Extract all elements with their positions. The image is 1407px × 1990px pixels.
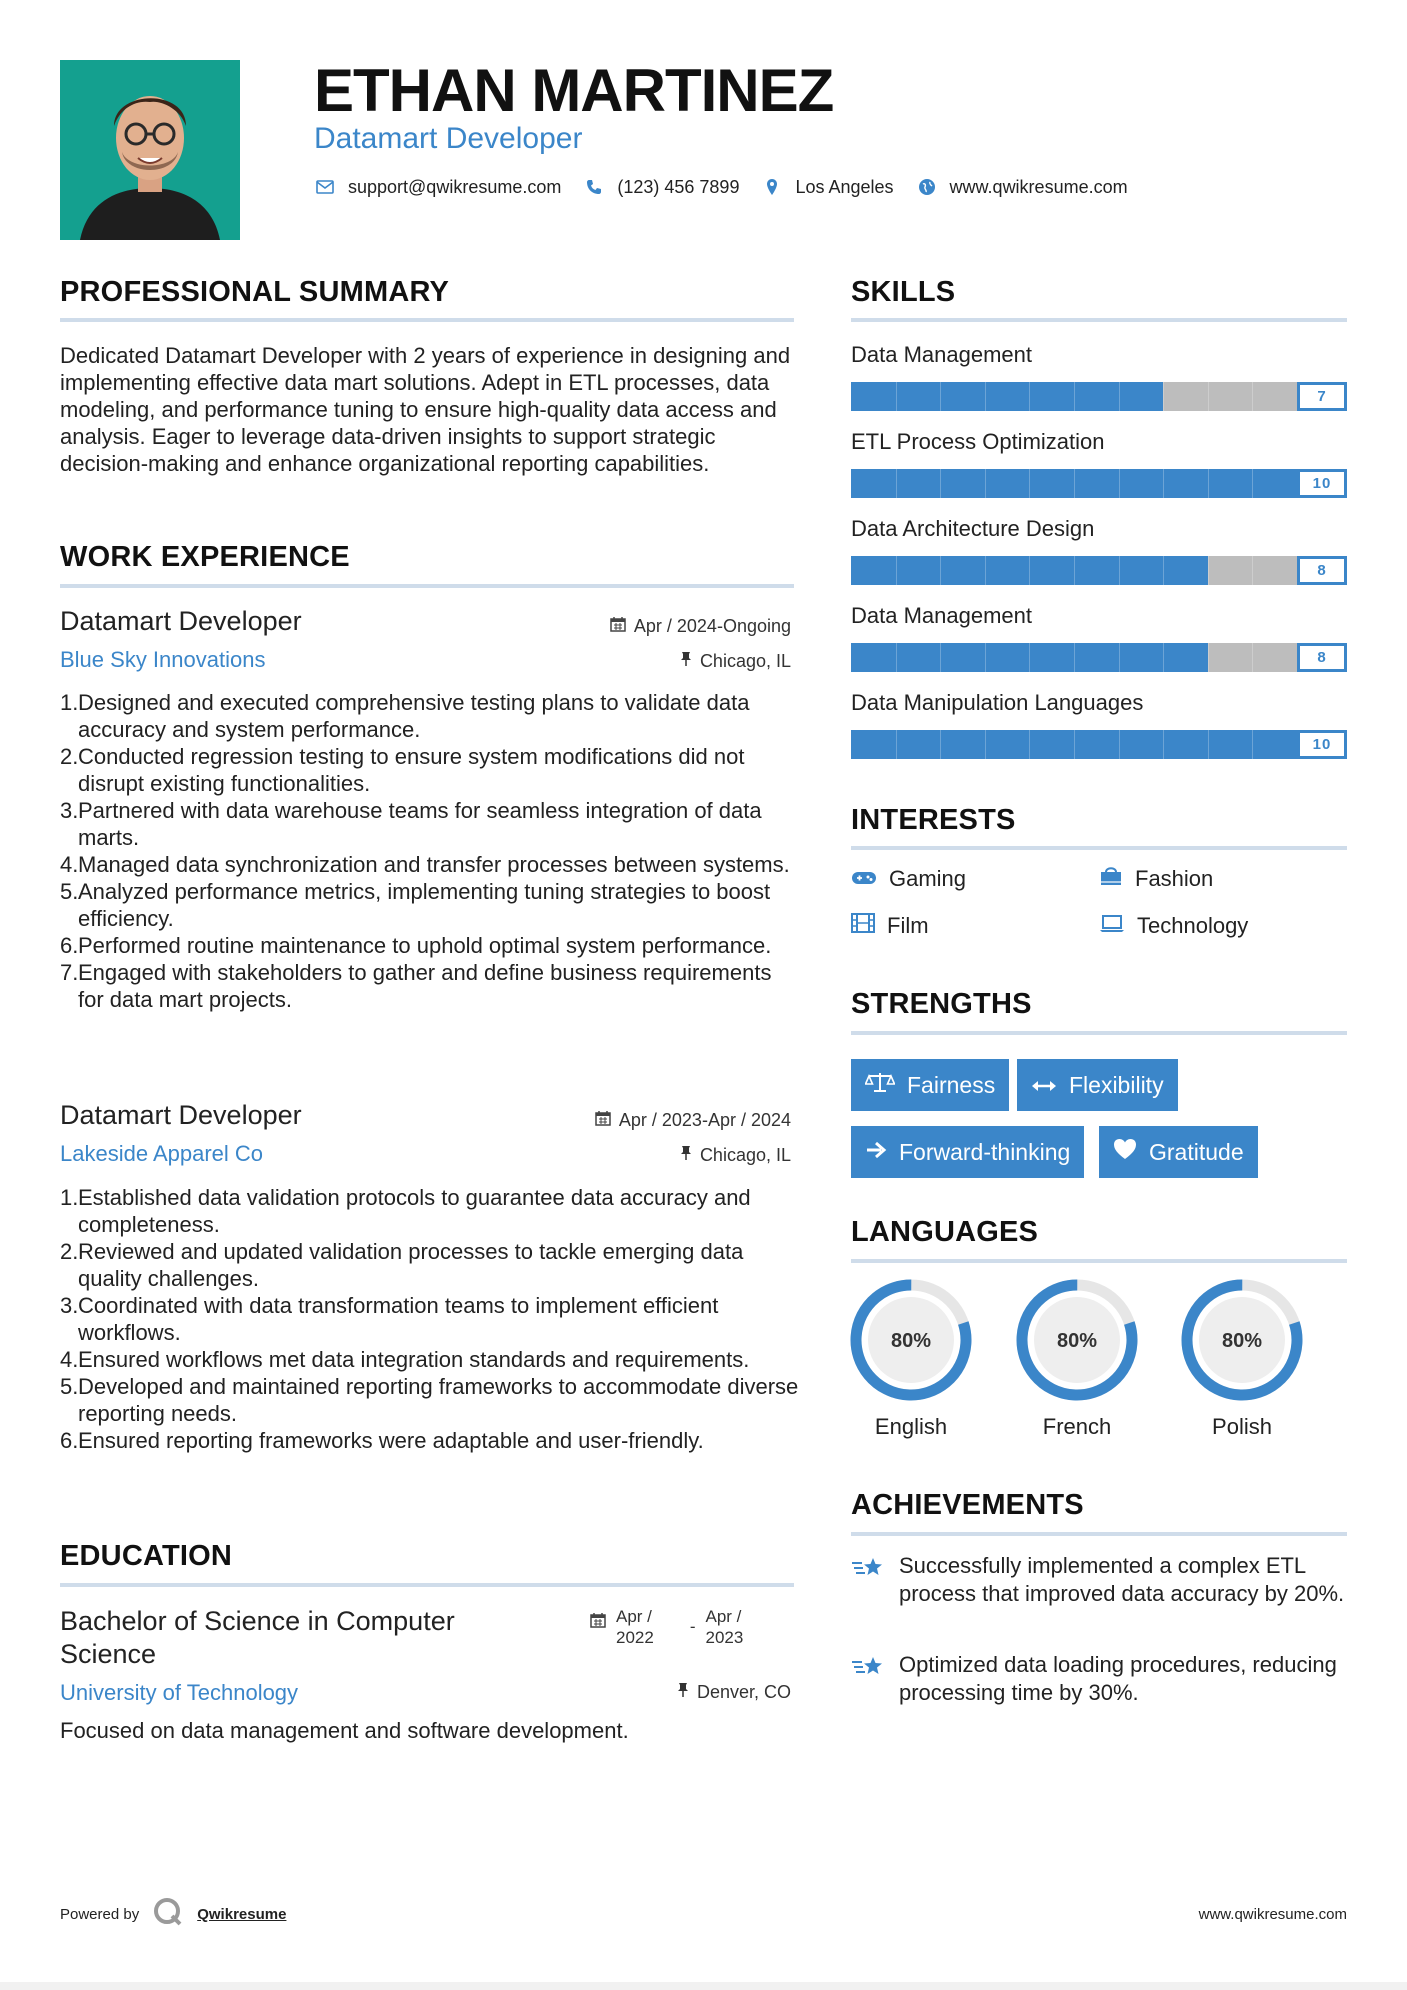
- job-location-text: Chicago, IL: [699, 651, 791, 671]
- pushpin-icon: [680, 651, 692, 672]
- education-end: Apr / 2023: [705, 1607, 744, 1647]
- interest-item: [851, 866, 966, 892]
- skill-bar-segment: [1074, 382, 1075, 411]
- interest-label: Technology: [1137, 913, 1249, 938]
- skill-bar-segment: [1074, 469, 1075, 498]
- section-heading-work: WORK EXPERIENCE: [60, 541, 350, 573]
- skill-score: 10: [1297, 730, 1347, 759]
- section-heading-achievements: ACHIEVEMENTS: [851, 1489, 1084, 1521]
- skill-bar-segment: [1163, 643, 1164, 672]
- strength-label: Gratitude: [1149, 1138, 1244, 1165]
- job-dates: [595, 1110, 791, 1131]
- qwikresume-logo-icon: [153, 1897, 183, 1931]
- skill-bar-segment: [1119, 643, 1120, 672]
- skill-bar-segment: [940, 469, 941, 498]
- skill-score: 10: [1297, 469, 1347, 498]
- arrow-right-icon: [865, 1139, 887, 1166]
- list-item: 3. Partnered with data warehouse teams for seamless integration of data marts.: [60, 798, 762, 850]
- heart-icon: [1113, 1138, 1137, 1166]
- skill-bar-segment: [896, 382, 897, 411]
- skill-bar-segment: [1029, 556, 1030, 585]
- job-bullets: [60, 689, 800, 1013]
- footer-website[interactable]: www.qwikresume.com: [1198, 1906, 1347, 1923]
- skill-bar-fill: [851, 730, 1347, 759]
- skill-bar-segment: [1119, 556, 1120, 585]
- strength-label: Flexibility: [1069, 1071, 1164, 1098]
- skill-bar-segment: [940, 730, 941, 759]
- profile-photo: [60, 60, 240, 240]
- skill-label: Data Manipulation Languages: [851, 690, 1144, 715]
- skill-bar-segment: [1252, 469, 1253, 498]
- language-ring: [849, 1278, 973, 1402]
- gamepad-icon: [851, 866, 877, 892]
- skill-bar-segment: [896, 469, 897, 498]
- job-company: Blue Sky Innovations: [60, 647, 266, 672]
- film-icon: [851, 913, 875, 939]
- skill-bar-segment: [1029, 730, 1030, 759]
- skill-score: 8: [1297, 643, 1347, 672]
- job-title: Datamart Developer: [60, 1100, 302, 1130]
- section-divider: [60, 1583, 794, 1587]
- achievement-item: [851, 1552, 1351, 1608]
- language-ring: [1180, 1278, 1304, 1402]
- section-divider: [851, 1532, 1347, 1536]
- pushpin-icon: [677, 1682, 689, 1703]
- skill-bar-segment: [1119, 469, 1120, 498]
- language-item: [1015, 1278, 1139, 1407]
- language-percent: 80%: [1056, 1330, 1098, 1352]
- list-item: 1. Designed and executed comprehensive testing plans to validate data accuracy and system performance.: [60, 690, 750, 742]
- section-heading-interests: INTERESTS: [851, 804, 1016, 836]
- skill-bar-segment: [985, 382, 986, 411]
- strength-badge: [851, 1126, 1084, 1178]
- skill-bar-segment: [985, 469, 986, 498]
- skill-bar: [851, 643, 1347, 672]
- list-item: 1. Established data validation protocols to guarantee data accuracy and completeness.: [60, 1185, 751, 1237]
- contact-website[interactable]: [916, 176, 1128, 198]
- list-item: 5. Developed and maintained reporting frameworks to accommodate diverse reporting needs.: [60, 1374, 799, 1426]
- school-name: University of Technology: [60, 1680, 299, 1705]
- skill-bar-segment: [1074, 730, 1075, 759]
- skill-bar-segment: [1208, 643, 1209, 672]
- language-item: [849, 1278, 973, 1407]
- skill-bar-segment: [1029, 382, 1030, 411]
- candidate-name: ETHAN MARTINEZ: [314, 57, 834, 124]
- calendar-icon: [610, 616, 626, 637]
- skill-bar-segment: [1163, 730, 1164, 759]
- list-item: 5. Analyzed performance metrics, implementing tuning strategies to boost efficiency.: [60, 879, 771, 931]
- section-divider: [851, 846, 1347, 850]
- skill-label: Data Architecture Design: [851, 516, 1095, 541]
- skill-bar-segment: [896, 556, 897, 585]
- job-location: [680, 651, 791, 672]
- education-location: [677, 1682, 791, 1703]
- skill-bar-segment: [1208, 469, 1209, 498]
- skill-label: Data Management: [851, 342, 1032, 367]
- skill-bar-segment: [1208, 556, 1209, 585]
- language-item: [1180, 1278, 1304, 1407]
- job-location: [680, 1145, 791, 1166]
- section-heading-languages: LANGUAGES: [851, 1216, 1039, 1248]
- skill-bar: [851, 730, 1347, 759]
- phone-text: (123) 456 7899: [617, 176, 740, 197]
- skill-bar-segment: [1029, 469, 1030, 498]
- skill-bar-segment: [1252, 643, 1253, 672]
- skill-bar-segment: [1119, 730, 1120, 759]
- section-divider: [851, 318, 1347, 322]
- job-dates-text: Apr / 2023-Apr / 2024: [618, 1110, 791, 1130]
- degree-title: Bachelor of Science in Computer Science: [60, 1606, 455, 1669]
- education-dates: [590, 1606, 743, 1648]
- skill-bar-segment: [940, 556, 941, 585]
- shopping-bag-icon: [1099, 866, 1123, 892]
- contact-location: [761, 176, 893, 198]
- skill-bar-segment: [1252, 556, 1253, 585]
- page-bottom-strip: [0, 1982, 1407, 1990]
- calendar-icon: [595, 1110, 611, 1131]
- skill-bar-segment: [1252, 382, 1253, 411]
- section-divider: [60, 584, 794, 588]
- skill-bar-fill: [851, 382, 1163, 411]
- website-text: www.qwikresume.com: [949, 176, 1128, 197]
- list-item: 4. Managed data synchronization and transfer processes between systems.: [60, 852, 790, 877]
- section-divider: [851, 1031, 1347, 1035]
- brand-link[interactable]: Qwikresume: [197, 1905, 287, 1923]
- map-pin-icon: [761, 176, 783, 198]
- job-bullets: [60, 1184, 800, 1454]
- list-item: 3. Coordinated with data transformation teams to implement efficient workflows.: [60, 1293, 719, 1345]
- language-name: French: [1042, 1414, 1112, 1439]
- achievement-text: Optimized data loading procedures, reducing processing time by 30%.: [899, 1652, 1337, 1705]
- language-name: Polish: [1212, 1414, 1272, 1439]
- list-item: 4. Ensured workflows met data integration standards and requirements.: [60, 1347, 750, 1372]
- skill-bar: [851, 556, 1347, 585]
- education-date-separator: -: [689, 1617, 696, 1636]
- calendar-icon: [590, 1606, 606, 1648]
- skill-bar-segment: [1163, 382, 1164, 411]
- section-heading-summary: PROFESSIONAL SUMMARY: [60, 276, 450, 308]
- skill-bar-fill: [851, 469, 1347, 498]
- interest-label: Gaming: [889, 866, 967, 891]
- job-title: Datamart Developer: [60, 606, 302, 636]
- language-percent: 80%: [1221, 1330, 1263, 1352]
- skill-bar-segment: [1208, 382, 1209, 411]
- language-percent: 80%: [890, 1330, 932, 1352]
- list-item: 6. Ensured reporting frameworks were adaptable and user-friendly.: [60, 1428, 704, 1453]
- skill-bar: [851, 382, 1347, 411]
- interest-item: [1099, 866, 1213, 892]
- envelope-icon: [314, 176, 336, 198]
- skill-bar-segment: [985, 643, 986, 672]
- skill-bar-segment: [940, 382, 941, 411]
- skill-bar-segment: [1029, 643, 1030, 672]
- location-text: Los Angeles: [795, 176, 894, 197]
- laptop-icon: [1099, 913, 1125, 939]
- phone-icon: [583, 176, 605, 198]
- list-item: 2. Reviewed and updated validation processes to tackle emerging data quality challenges.: [60, 1239, 744, 1291]
- skill-bar-segment: [1074, 556, 1075, 585]
- section-heading-strengths: STRENGTHS: [851, 988, 1032, 1020]
- interest-label: Fashion: [1135, 866, 1214, 891]
- shooting-star-icon: [851, 1552, 885, 1608]
- skill-bar-segment: [985, 556, 986, 585]
- section-divider: [60, 318, 794, 322]
- skill-bar-segment: [1208, 730, 1209, 759]
- skill-bar-segment: [940, 643, 941, 672]
- education-location-text: Denver, CO: [696, 1682, 791, 1702]
- shooting-star-icon: [851, 1651, 885, 1707]
- interest-item: [1099, 913, 1248, 939]
- skill-bar-segment: [1252, 730, 1253, 759]
- list-item: 2. Conducted regression testing to ensure system modifications did not disrupt existing functionalities.: [60, 744, 745, 796]
- skill-bar-segment: [1163, 469, 1164, 498]
- skill-score: 8: [1297, 556, 1347, 585]
- skill-label: ETL Process Optimization: [851, 429, 1105, 454]
- strength-badge: [1017, 1059, 1178, 1111]
- language-name: English: [874, 1414, 948, 1439]
- interest-label: Film: [887, 913, 929, 938]
- job-location-text: Chicago, IL: [699, 1145, 791, 1165]
- section-divider: [851, 1259, 1347, 1263]
- list-item: 7. Engaged with stakeholders to gather and define business requirements for data mart projects.: [60, 960, 772, 1012]
- strength-label: Fairness: [907, 1071, 996, 1098]
- arrows-horizontal-icon: [1031, 1072, 1057, 1099]
- skill-bar-segment: [1074, 643, 1075, 672]
- pushpin-icon: [680, 1145, 692, 1166]
- skill-bar-segment: [985, 730, 986, 759]
- skill-bar-segment: [1163, 556, 1164, 585]
- powered-by-label: Powered by: [60, 1905, 140, 1923]
- education-start: Apr / 2022: [616, 1607, 654, 1647]
- job-company: Lakeside Apparel Co: [60, 1141, 264, 1166]
- strength-badge: [851, 1059, 1009, 1111]
- contact-row: [314, 176, 1136, 198]
- achievement-text: Successfully implemented a complex ETL process that improved data accuracy by 20%.: [899, 1553, 1345, 1606]
- section-heading-education: EDUCATION: [60, 1540, 233, 1572]
- skill-score: 7: [1297, 382, 1347, 411]
- footer-powered-by: [60, 1897, 286, 1931]
- achievement-item: [851, 1651, 1351, 1707]
- candidate-role: Datamart Developer: [314, 122, 583, 155]
- education-description: Focused on data management and software development.: [60, 1718, 629, 1743]
- language-ring: [1015, 1278, 1139, 1402]
- skill-bar: [851, 469, 1347, 498]
- section-heading-skills: SKILLS: [851, 276, 956, 308]
- balance-scale-icon: [865, 1071, 895, 1099]
- list-item: 6. Performed routine maintenance to uphold optimal system performance.: [60, 933, 772, 958]
- contact-phone[interactable]: [583, 176, 739, 198]
- skill-label: Data Management: [851, 603, 1032, 628]
- skill-bar-segment: [1119, 382, 1120, 411]
- email-text: support@qwikresume.com: [348, 176, 562, 197]
- avatar: [60, 60, 240, 240]
- summary-text: Dedicated Datamart Developer with 2 years of experience in designing and implementing effective data mart solutions. Adept in ETL processes, data modeling, and performance tuning to ensure high-quality data access and analysis. Eager to leverage data-driven insights to support strategic decision-making and enhance organizational reporting capabilities.: [60, 343, 791, 476]
- skill-bar-segment: [896, 643, 897, 672]
- job-dates-text: Apr / 2024-Ongoing: [633, 616, 791, 636]
- globe-icon: [916, 176, 938, 198]
- contact-email[interactable]: [314, 176, 561, 198]
- interest-item: [851, 913, 929, 939]
- skill-bar-segment: [896, 730, 897, 759]
- strength-label: Forward-thinking: [899, 1138, 1071, 1165]
- job-dates: [610, 616, 791, 637]
- strength-badge: [1099, 1126, 1258, 1178]
